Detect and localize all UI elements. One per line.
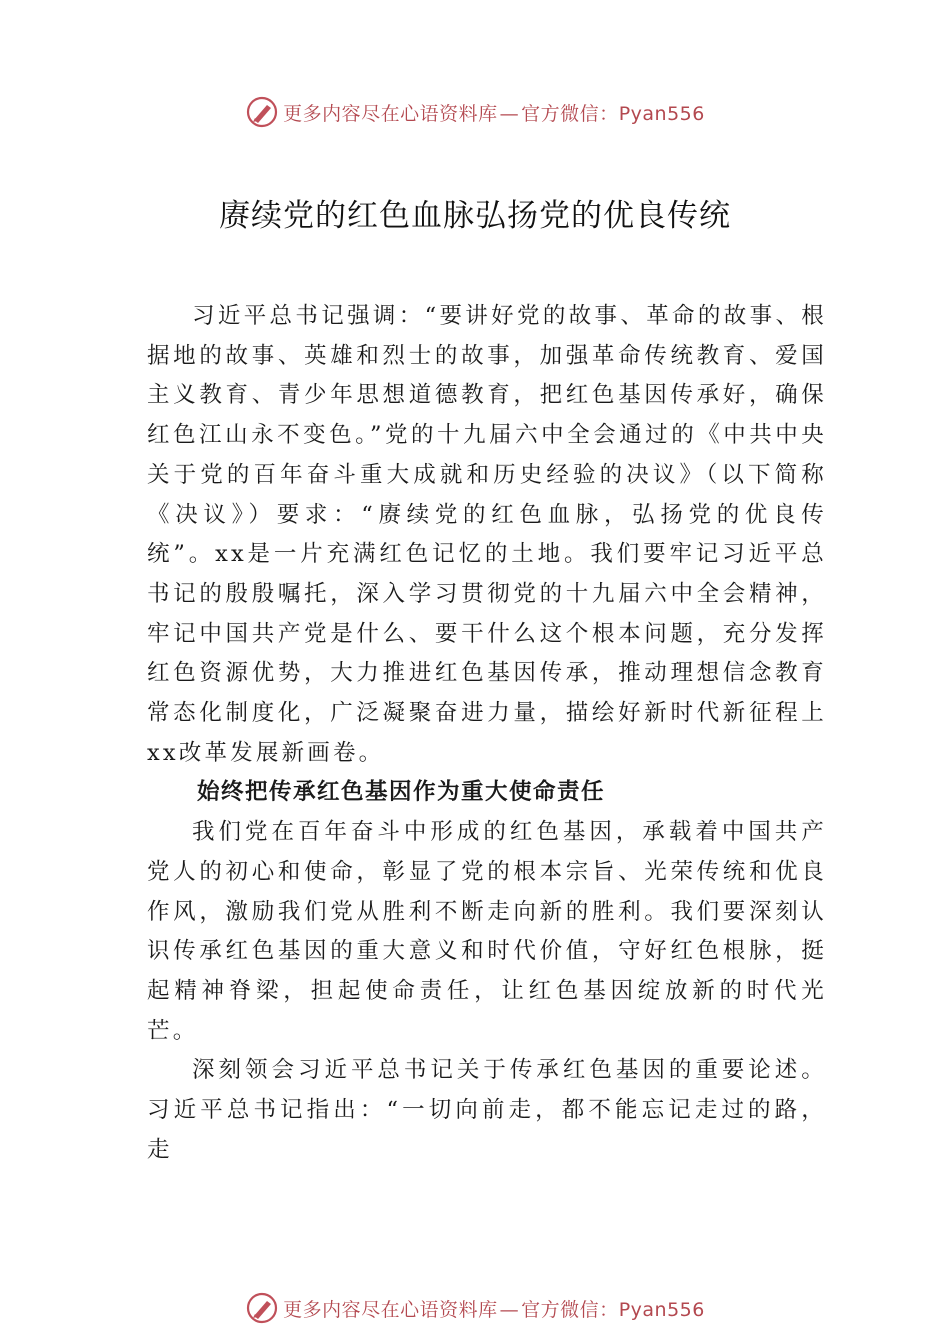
watermark-text xyxy=(283,99,705,126)
watermark-separator: — xyxy=(499,1298,520,1321)
document-body xyxy=(147,297,827,1170)
watermark-official: 官方微信： xyxy=(521,102,619,125)
pen-logo-icon xyxy=(245,1291,279,1325)
section-paragraph-1: 我们党在百年奋斗中形成的红色基因，承载着中国共产党人的初心和使命，彰显了党的根本宗旨、光荣传统和优良作风，激励我们党从胜利不断走向新的胜利。我们要深刻认识传承红色基因的重大意义和时代价值，守好红色根脉，挺起精神脊梁，担起使命责任，让红色基因绽放新的时代光芒。 xyxy=(147,819,827,1044)
section-paragraph-2: 深刻领会习近平总书记关于传承红色基因的重要论述。习近平总书记指出：“一切向前走，都不能忘记走过的路，走 xyxy=(147,1057,827,1163)
document-title: 赓续党的红色血脉弘扬党的优良传统 xyxy=(219,198,731,234)
watermark-account: Pyan556 xyxy=(618,102,705,125)
watermark-prefix: 更多内容尽在心语资料库 xyxy=(283,102,498,125)
watermark-text xyxy=(283,1295,705,1322)
pen-logo-icon xyxy=(245,95,279,129)
watermark-footer xyxy=(0,1288,950,1328)
watermark-separator: — xyxy=(499,102,520,125)
watermark-account: Pyan556 xyxy=(618,1298,705,1321)
intro-paragraph: 习近平总书记强调：“要讲好党的故事、革命的故事、根据地的故事、英雄和烈士的故事，加强革命传统教育、爱国主义教育、青少年思想道德教育，把红色基因传承好，确保红色江山永不变色。”党的十九届六中全会通过的《中共中央关于党的百年奋斗重大成就和历史经验的决议》（以下简称《决议》）要求：“赓续党的红色血脉，弘扬党的优良传统”。xx是一片充满红色记忆的土地。我们要牢记习近平总书记的殷殷嘱托，深入学习贯彻党的十九届六中全会精神，牢记中国共产党是什么、要干什么这个根本问题，充分发挥红色资源优势，大力推进红色基因传承，推动理想信念教育常态化制度化，广泛凝聚奋进力量，描绘好新时代新征程上 xx改革发展新画卷。 xyxy=(147,303,827,766)
section-heading: 始终把传承红色基因作为重大使命责任 xyxy=(197,779,606,806)
watermark-official: 官方微信： xyxy=(521,1298,619,1321)
watermark-header xyxy=(0,92,950,132)
watermark-prefix: 更多内容尽在心语资料库 xyxy=(283,1298,498,1321)
